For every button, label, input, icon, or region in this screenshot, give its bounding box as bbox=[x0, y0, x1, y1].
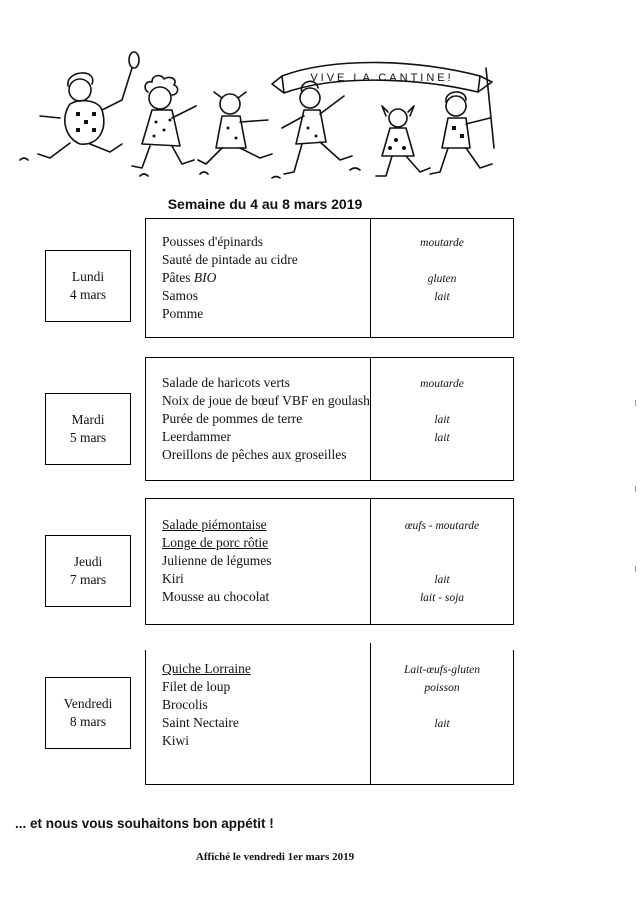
dish-item: Saint Nectaire bbox=[162, 715, 239, 730]
day-name: Mardi bbox=[71, 412, 105, 427]
day-name: Vendredi bbox=[63, 696, 113, 711]
allergen-list bbox=[371, 234, 513, 324]
dish-item: Pousses d'épinards bbox=[162, 234, 264, 249]
footer-message: ... et nous vous souhaitons bon appétit ! bbox=[15, 816, 274, 831]
posted-date: Affiché le vendredi 1er mars 2019 bbox=[195, 851, 355, 863]
allergen-item: lait bbox=[434, 291, 450, 303]
allergen-item bbox=[371, 733, 513, 751]
allergen-item bbox=[371, 447, 513, 465]
allergen-item: moutarde bbox=[420, 378, 464, 390]
dish-item: Pomme bbox=[162, 306, 204, 321]
allergen-item: lait bbox=[434, 432, 450, 444]
allergen-item: poisson bbox=[424, 682, 460, 694]
dish-item: Leerdammer bbox=[162, 429, 231, 444]
dish-item: Kiri bbox=[162, 571, 184, 586]
day-box-monday bbox=[45, 250, 131, 322]
dish-item: Noix de joue de bœuf VBF en goulash bbox=[162, 393, 370, 408]
dish-item: Brocolis bbox=[162, 697, 208, 712]
allergen-item bbox=[371, 252, 513, 270]
dish-item: Filet de loup bbox=[162, 679, 231, 694]
banner-label: VIVE LA CANTINE! bbox=[310, 72, 454, 84]
dish-item: Kiwi bbox=[162, 733, 189, 748]
allergen-item bbox=[371, 697, 513, 715]
allergen-item bbox=[371, 535, 513, 553]
allergen-list bbox=[371, 375, 513, 465]
allergen-item bbox=[371, 553, 513, 571]
menu-box-monday bbox=[145, 218, 514, 338]
bio-label: BIO bbox=[193, 270, 217, 285]
allergen-item: gluten bbox=[427, 273, 457, 285]
dish-item: Sauté de pintade au cidre bbox=[162, 252, 298, 267]
dish-list bbox=[162, 233, 298, 323]
allergen-item: Lait-œufs-gluten bbox=[403, 664, 481, 676]
day-date: 4 mars bbox=[69, 287, 107, 302]
allergen-item: lait bbox=[434, 574, 450, 586]
menu-box-tuesday bbox=[145, 357, 514, 481]
scan-speck bbox=[635, 400, 636, 406]
day-date: 8 mars bbox=[69, 714, 107, 729]
allergen-list bbox=[371, 661, 513, 751]
dish-list bbox=[162, 660, 251, 750]
dish-item: Quiche Lorraine bbox=[162, 661, 251, 676]
menu-box-thursday bbox=[145, 498, 514, 625]
dish-item: Purée de pommes de terre bbox=[162, 411, 303, 426]
allergen-item: lait bbox=[434, 718, 450, 730]
day-box-tuesday bbox=[45, 393, 131, 465]
day-box-friday bbox=[45, 677, 131, 749]
allergen-item bbox=[371, 306, 513, 324]
allergen-item: œufs - moutarde bbox=[404, 520, 480, 532]
week-title: Semaine du 4 au 8 mars 2019 bbox=[167, 196, 363, 212]
day-date: 5 mars bbox=[69, 430, 107, 445]
allergen-item: moutarde bbox=[420, 237, 464, 249]
dish-item bbox=[162, 269, 298, 287]
dish-item: Mousse au chocolat bbox=[162, 589, 270, 604]
dish-item: Julienne de légumes bbox=[162, 553, 272, 568]
dish-item: Salade de haricots verts bbox=[162, 375, 290, 390]
cantine-banner-illustration bbox=[10, 48, 510, 198]
allergen-item bbox=[371, 393, 513, 411]
day-box-thursday bbox=[45, 535, 131, 607]
scan-speck bbox=[635, 566, 636, 572]
menu-box-friday bbox=[145, 650, 514, 785]
dish-list bbox=[162, 374, 370, 464]
allergen-item: lait bbox=[434, 414, 450, 426]
allergen-list bbox=[371, 517, 513, 607]
dish-item: Salade piémontaise bbox=[162, 517, 267, 532]
scan-speck bbox=[635, 486, 636, 492]
day-name: Lundi bbox=[71, 269, 105, 284]
dish-list bbox=[162, 516, 271, 606]
dish-item: Samos bbox=[162, 288, 199, 303]
dish-name: Pâtes bbox=[162, 270, 194, 285]
dish-item: Longe de porc rôtie bbox=[162, 535, 269, 550]
day-name: Jeudi bbox=[73, 554, 103, 569]
allergen-item: lait - soja bbox=[419, 592, 465, 604]
dish-item: Oreillons de pêches aux groseilles bbox=[162, 447, 347, 462]
day-date: 7 mars bbox=[69, 572, 107, 587]
